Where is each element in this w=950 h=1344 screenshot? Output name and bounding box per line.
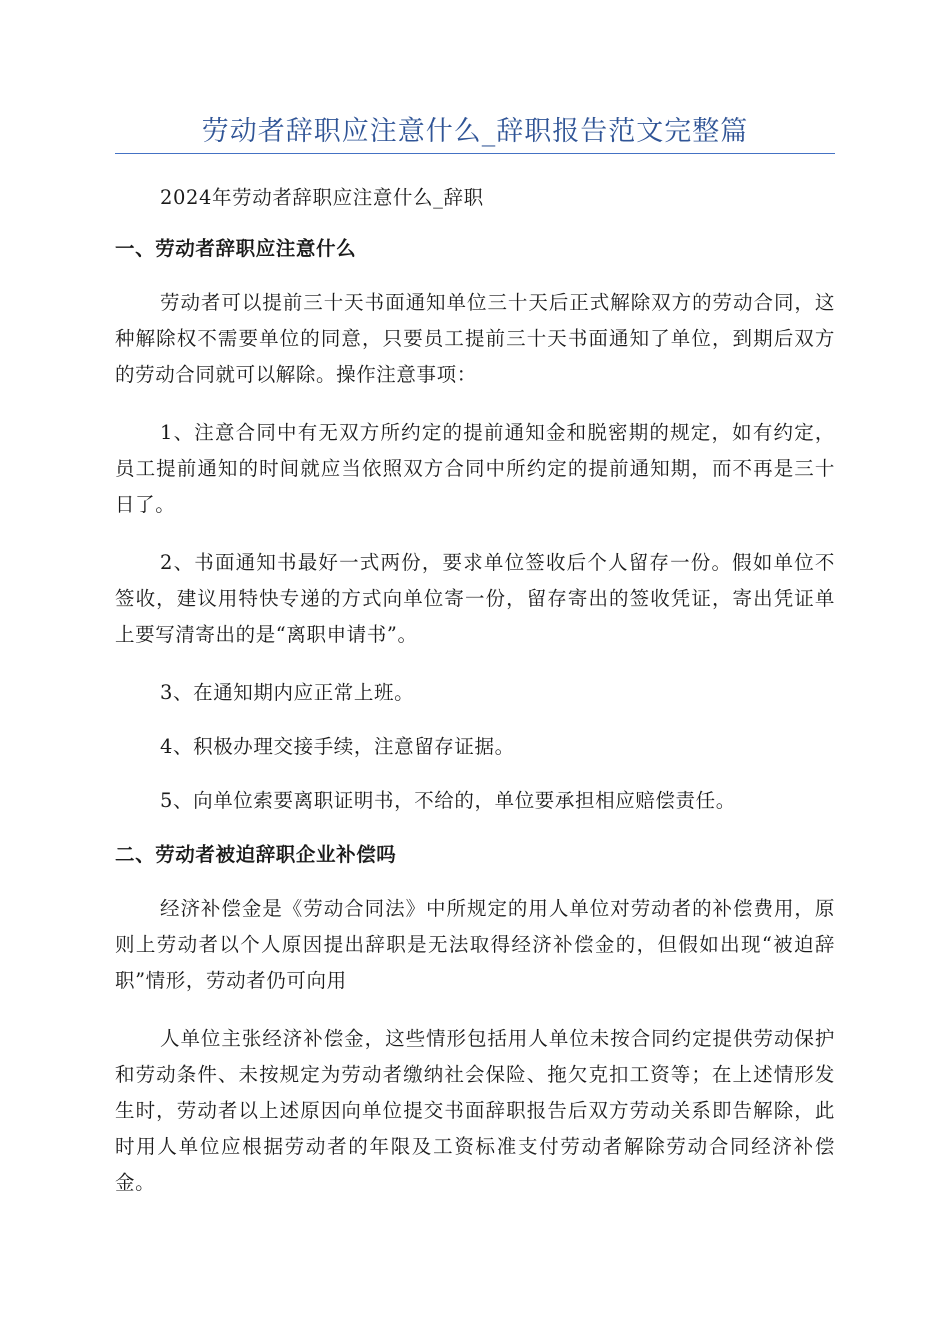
section1-intro: 劳动者可以提前三十天书面通知单位三十天后正式解除双方的劳动合同，这种解除权不需要单位的同意，只要员工提前三十天书面通知了单位，到期后双方的劳动合同就可以解除。操作注意事项： <box>115 291 835 386</box>
subtitle: 2024年劳动者辞职应注意什么_辞职 <box>160 186 484 209</box>
title-underline <box>115 153 835 154</box>
section2-paragraph-2: 人单位主张经济补偿金，这些情形包括用人单位未按合同约定提供劳动保护和劳动条件、未按规定为劳动者缴纳社会保险、拖欠克扣工资等；在上述情形发生时，劳动者以上述原因向单位提交书面辞职报告后双方劳动关系即告解除，此时用人单位应根据劳动者的年限及工资标准支付劳动者解除劳动合同经济补偿金。 <box>115 1027 835 1194</box>
section1-heading: 一、劳动者辞职应注意什么 <box>115 237 357 260</box>
section2-paragraph-1: 经济补偿金是《劳动合同法》中所规定的用人单位对劳动者的补偿费用，原则上劳动者以个人原因提出辞职是无法取得经济补偿金的，但假如出现“被迫辞职”情形，劳动者仍可向用 <box>115 897 835 992</box>
section1-item-3: 3、在通知期内应正常上班。 <box>160 681 415 704</box>
section1-item-5: 5、向单位索要离职证明书，不给的，单位要承担相应赔偿责任。 <box>160 789 736 812</box>
section1-item-4: 4、积极办理交接手续，注意留存证据。 <box>160 735 515 758</box>
section1-item-1: 1、注意合同中有无双方所约定的提前通知金和脱密期的规定，如有约定，员工提前通知的时间就应当依照双方合同中所约定的提前通知期，而不再是三十日了。 <box>115 421 835 516</box>
section1-item-2: 2、书面通知书最好一式两份，要求单位签收后个人留存一份。假如单位不签收，建议用特快专递的方式向单位寄一份，留存寄出的签收凭证，寄出凭证单上要写清寄出的是“离职申请书”。 <box>115 551 835 646</box>
section2-heading: 二、劳动者被迫辞职企业补偿吗 <box>115 843 397 866</box>
document-title: 劳动者辞职应注意什么_辞职报告范文完整篇 <box>201 116 749 147</box>
